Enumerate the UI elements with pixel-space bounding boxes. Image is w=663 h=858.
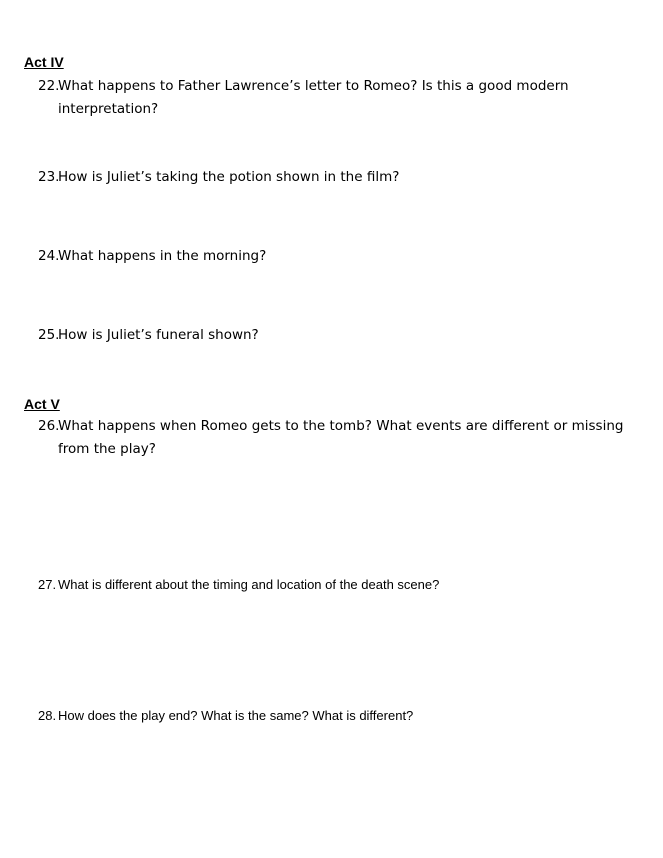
question-22 [38, 75, 638, 121]
question-26 [38, 415, 638, 461]
question-number: 25. [38, 327, 60, 343]
question-text: What is different about the timing and location of the death scene? [58, 577, 440, 592]
question-number: 23. [38, 169, 60, 185]
question-25 [38, 324, 638, 347]
question-27 [38, 577, 638, 593]
question-text-continued: interpretation? [58, 101, 159, 117]
question-text: What happens to Father Lawrence’s letter to Romeo? Is this a good modern [58, 78, 569, 94]
question-text: How is Juliet’s funeral shown? [58, 327, 259, 343]
question-23 [38, 166, 638, 189]
question-number: 28. [38, 708, 57, 723]
question-24 [38, 245, 638, 268]
act-v-heading: Act V [24, 396, 60, 412]
question-text-continued: from the play? [58, 441, 156, 457]
question-number: 27. [38, 577, 57, 592]
question-text: What happens in the morning? [58, 248, 267, 264]
question-text: How does the play end? What is the same? What is different? [58, 708, 414, 723]
question-text: How is Juliet’s taking the potion shown in the film? [58, 169, 400, 185]
question-number: 22. [38, 78, 60, 94]
act-iv-heading: Act IV [24, 54, 64, 70]
question-number: 26. [38, 418, 60, 434]
question-number: 24. [38, 248, 60, 264]
question-text: What happens when Romeo gets to the tomb? What events are different or missing [58, 418, 624, 434]
question-28 [38, 708, 638, 724]
